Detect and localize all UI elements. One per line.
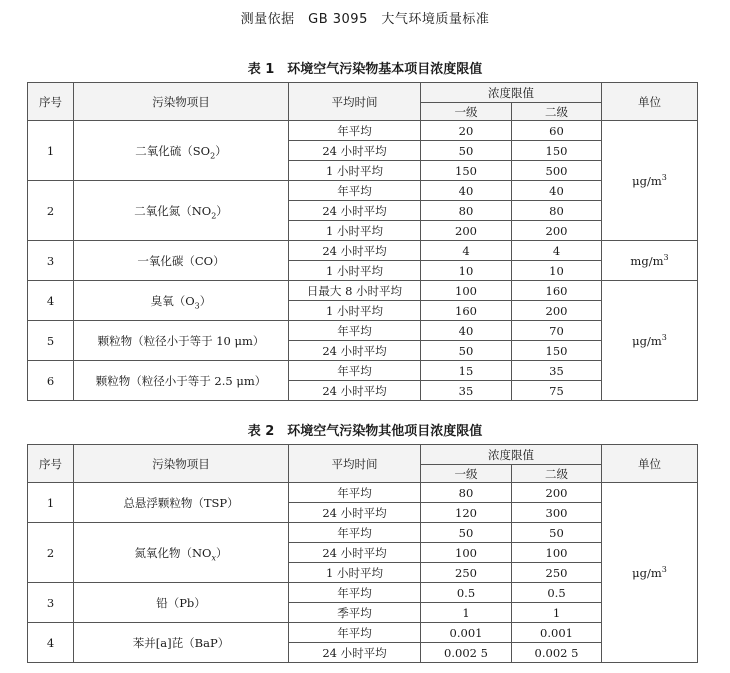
grade2-value: 0.5 (512, 583, 602, 603)
avg-time: 1 小时平均 (289, 301, 421, 321)
table1 (27, 82, 698, 401)
pollutant-name: 颗粒物（粒径小于等于 2.5 μm） (74, 361, 289, 401)
grade2-value: 200 (512, 221, 602, 241)
header-unit: 单位 (602, 83, 698, 121)
grade1-value: 50 (421, 523, 512, 543)
header-pollutant: 污染物项目 (74, 445, 289, 483)
pollutant-name: 二氧化氮$(NO_2)$ (74, 181, 289, 241)
header-limit: 浓度限值 (421, 445, 602, 465)
grade1-value: 4 (421, 241, 512, 261)
avg-time: 年平均 (289, 623, 421, 643)
grade2-value: 80 (512, 201, 602, 221)
avg-time: 24 小时平均 (289, 643, 421, 663)
table-row (28, 121, 698, 141)
avg-time: 年平均 (289, 181, 421, 201)
avg-time: 24 小时平均 (289, 341, 421, 361)
avg-time: 季平均 (289, 603, 421, 623)
avg-time: 年平均 (289, 321, 421, 341)
grade1-value: 10 (421, 261, 512, 281)
grade1-value: 120 (421, 503, 512, 523)
grade2-value: 100 (512, 543, 602, 563)
grade1-value: 200 (421, 221, 512, 241)
grade1-value: 50 (421, 141, 512, 161)
avg-time: 1 小时平均 (289, 261, 421, 281)
grade1-value: 0.5 (421, 583, 512, 603)
table-row (28, 181, 698, 201)
grade1-value: 100 (421, 543, 512, 563)
pollutant-name: 一氧化碳（CO） (74, 241, 289, 281)
grade1-value: 150 (421, 161, 512, 181)
avg-time: 24 小时平均 (289, 141, 421, 161)
grade2-value: 75 (512, 381, 602, 401)
table-row (28, 623, 698, 643)
avg-time: 24 小时平均 (289, 201, 421, 221)
grade1-value: 160 (421, 301, 512, 321)
avg-time: 1 小时平均 (289, 563, 421, 583)
grade2-value: 300 (512, 503, 602, 523)
grade2-value: 150 (512, 141, 602, 161)
grade2-value: 10 (512, 261, 602, 281)
grade2-value: 60 (512, 121, 602, 141)
avg-time: 1 小时平均 (289, 161, 421, 181)
avg-time: 日最大 8 小时平均 (289, 281, 421, 301)
avg-time: 24 小时平均 (289, 241, 421, 261)
header-grade1: 一级 (421, 103, 512, 121)
avg-time: 1 小时平均 (289, 221, 421, 241)
grade2-value: 150 (512, 341, 602, 361)
table-row (28, 583, 698, 603)
unit-cell: $\mu g/m^3$ (602, 483, 698, 663)
avg-time: 年平均 (289, 121, 421, 141)
grade1-value: 15 (421, 361, 512, 381)
pollutant-name: 铅（Pb） (74, 583, 289, 623)
row-no: 4 (28, 623, 74, 663)
avg-time: 24 小时平均 (289, 503, 421, 523)
row-no: 1 (28, 121, 74, 181)
avg-time: 年平均 (289, 361, 421, 381)
grade1-value: 100 (421, 281, 512, 301)
grade2-value: 200 (512, 483, 602, 503)
header-unit: 单位 (602, 445, 698, 483)
unit-cell: $\mu g/m^3$ (602, 281, 698, 401)
table2 (27, 444, 698, 663)
row-no: 2 (28, 523, 74, 583)
table-row (28, 321, 698, 341)
pollutant-name: 氮氧化物$(NO_x)$ (74, 523, 289, 583)
grade1-value: 80 (421, 483, 512, 503)
avg-time: 年平均 (289, 583, 421, 603)
header-avg-time: 平均时间 (289, 83, 421, 121)
table-row (28, 241, 698, 261)
row-no: 3 (28, 241, 74, 281)
grade2-value: 70 (512, 321, 602, 341)
grade1-value: 20 (421, 121, 512, 141)
grade2-value: 4 (512, 241, 602, 261)
avg-time: 24 小时平均 (289, 381, 421, 401)
pollutant-name: 臭氧$(O_3)$ (74, 281, 289, 321)
grade1-value: 80 (421, 201, 512, 221)
page-title: 测量依据 GB 3095 大气环境质量标准 (240, 12, 490, 27)
grade2-value: 160 (512, 281, 602, 301)
avg-time: 年平均 (289, 483, 421, 503)
pollutant-name: 苯并[a]芘（BaP） (74, 623, 289, 663)
header-pollutant: 污染物项目 (74, 83, 289, 121)
header-no: 序号 (28, 445, 74, 483)
row-no: 1 (28, 483, 74, 523)
header-avg-time: 平均时间 (289, 445, 421, 483)
grade1-value: 35 (421, 381, 512, 401)
header-no: 序号 (28, 83, 74, 121)
grade1-value: 250 (421, 563, 512, 583)
pollutant-name: 颗粒物（粒径小于等于 10 μm） (74, 321, 289, 361)
grade2-value: 1 (512, 603, 602, 623)
grade1-value: 1 (421, 603, 512, 623)
header-grade2: 二级 (512, 103, 602, 121)
grade2-value: 0.002 5 (512, 643, 602, 663)
header-grade1: 一级 (421, 465, 512, 483)
grade2-value: 500 (512, 161, 602, 181)
row-no: 3 (28, 583, 74, 623)
grade1-value: 0.001 (421, 623, 512, 643)
row-no: 6 (28, 361, 74, 401)
grade1-value: 50 (421, 341, 512, 361)
table2-caption: 表 2 环境空气污染物其他项目浓度限值 (247, 424, 483, 439)
header-limit: 浓度限值 (421, 83, 602, 103)
grade1-value: 40 (421, 181, 512, 201)
row-no: 4 (28, 281, 74, 321)
grade2-value: 35 (512, 361, 602, 381)
header-grade2: 二级 (512, 465, 602, 483)
table1-caption: 表 1 环境空气污染物基本项目浓度限值 (247, 62, 483, 77)
avg-time: 24 小时平均 (289, 543, 421, 563)
grade1-value: 0.002 5 (421, 643, 512, 663)
pollutant-name: 二氧化硫$(SO_2)$ (74, 121, 289, 181)
grade2-value: 40 (512, 181, 602, 201)
grade2-value: 50 (512, 523, 602, 543)
table-row (28, 523, 698, 543)
grade2-value: 250 (512, 563, 602, 583)
pollutant-name: 总悬浮颗粒物（TSP） (74, 483, 289, 523)
row-no: 2 (28, 181, 74, 241)
avg-time: 年平均 (289, 523, 421, 543)
grade1-value: 40 (421, 321, 512, 341)
unit-cell: $mg/m^3$ (602, 241, 698, 281)
table-row (28, 361, 698, 381)
unit-cell: $\mu g/m^3$ (602, 121, 698, 241)
row-no: 5 (28, 321, 74, 361)
table-row (28, 281, 698, 301)
grade2-value: 200 (512, 301, 602, 321)
table-row (28, 483, 698, 503)
grade2-value: 0.001 (512, 623, 602, 643)
